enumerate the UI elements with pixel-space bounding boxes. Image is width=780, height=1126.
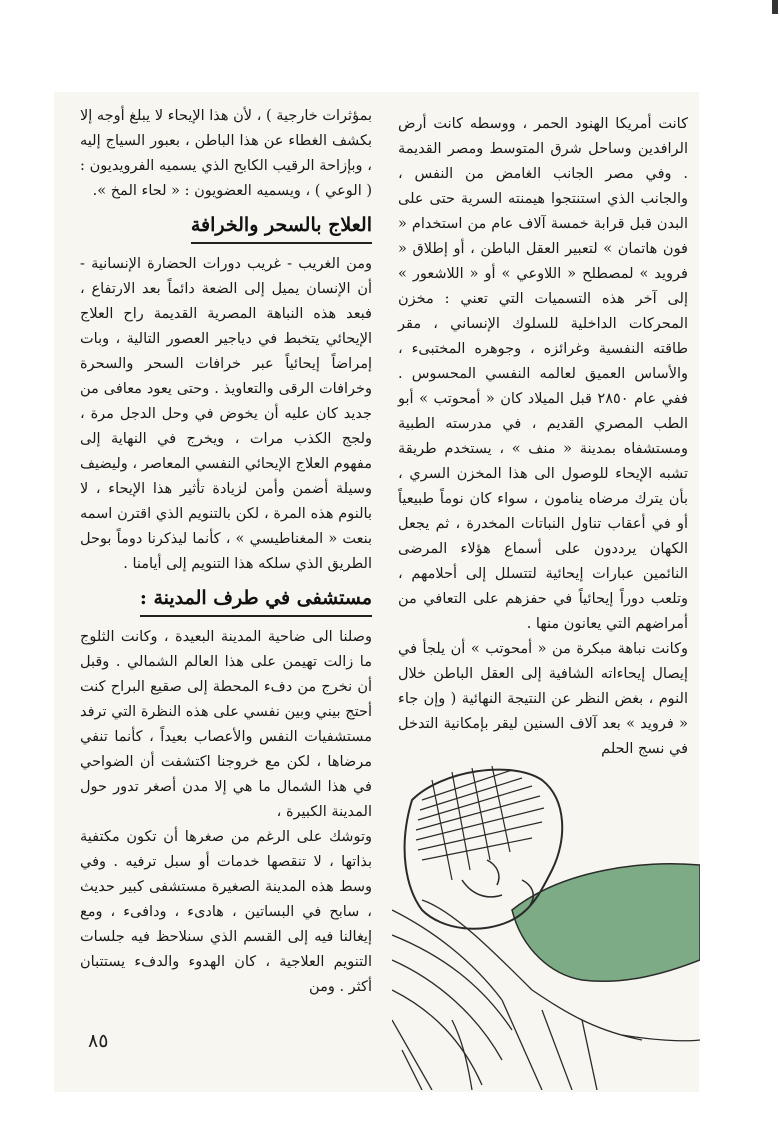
scan-edge-mark <box>772 0 778 14</box>
sleeping-patient-illustration <box>392 760 700 1090</box>
pillow-shape <box>512 864 700 981</box>
right-column <box>398 112 688 762</box>
left-column <box>80 104 372 1000</box>
face-lines <box>462 860 533 905</box>
intro-paragraph: بمؤثرات خارجية ) ، لأن هذا الإيحاء لا يبلغ أوجه إلا بكشف الغطاء عن هذا الباطن ، بعبور السياج إليه ، وبإزاحة الرقيب الكابح الذي يسميه الفرويديون : ( الوعي ) ، ويسميه العضويون : « لحاء المخ ». <box>80 108 372 199</box>
paragraph-hospital-description: وتوشك على الرغم من صغرها أن تكون مكتفية بذاتها ، لا تنقصها خدمات أو سبل ترفيه . وفي وسط هذه المدينة الصغيرة مستشفى كبير حديث ، سابح في البساتين ، هادىء ، ودافىء ، ومع إيغالنا فيه إلى القسم الذي سنلاحظ فيه جلسات التنويم العلاجية ، كان الهدوء والدفء يستتبان أكثر . ومن <box>80 829 372 995</box>
page-number: ٨٥ <box>88 1030 109 1052</box>
paragraph-magic-superstition: ومن الغريب - غريب دورات الحضارة الإنسانية - أن الإنسان يميل إلى الضعة دائماً بعد الارتفاع ، فبعد هذه النباهة المصرية القديمة راح العلاج الإيحائي يتخبط في دياجير العصور التالية ، وبات إمراضاً إيحائياً عبر خرافات السحر والسحرة وخرافات الرقى والتعاويذ . وحتى يعود معافى من جديد كان عليه أن يخوض في وحل الدجل مرة ، ولجج الكذب مرات ، ويخرج في النهاية إلى مفهوم العلاج الإيحائي النفسي المعاصر ، وليضيف وسيلة أضمن وأمن لزيادة تأثير هذا الإيحاء ، لا بالنوم هذه المرة ، لكن بالتنويم الذي اقترن اسمه بنعت « المغناطيسي » ، كأنما ليذكرنا دوماً بوحل الطريق الذي سلكه هذا التنويم إلى أيامنا . <box>80 256 372 572</box>
paragraph-imhotep: كانت أمريكا الهنود الحمر ، ووسطه كانت أرض الرافدين وساحل شرق المتوسط ومصر القديمة . وفي مصر الجانب الغامض من النفس ، والجانب الذي استنتجوا هيمنته السرية حتى على البدن قبل قرابة خمسة آلاف عام من استخدام « فون هاتمان » لتعبير العقل الباطن ، أو إطلاق « فرويد » لمصطلح « اللاوعي » أو « اللاشعور » إلى آخر هذه التسميات التي تعني : مخزن المحركات الداخلية للسلوك الإنساني ، مقر طاقته النفسية وغرائزه ، وجوهره المختبىء ، والأساس العميق لعالمه النفسي المحسوس . ففي عام ٢٨٥٠ قبل الميلاد كان « أمحوتب » أبو الطب المصري القديم ، في مدرسته الطبية ومستشفاه بمدينة « منف » ، يستخدم طريقة تشبه الإيحاء للوصول الى هذا المخزن السري ، بأن يترك مرضاه ينامون ، سواء كان نوماً طبيعياً أو في أعقاب تناول النباتات المخدرة ، ثم يجعل الكهان يرددون على أسماع هؤلاء المرضى النائمين عبارات إيحائية لتتسلل إلى أحلامهم ، وتلعب دوراً إيحائياً في حفزهم على التعافي من أمراضهم التي يعانون منها . <box>398 116 688 632</box>
section-heading-magic-superstition: العلاج بالسحر والخرافة <box>191 210 372 244</box>
paragraph-imhotep-insight: وكانت نباهة مبكرة من « أمحوتب » أن يلجأ في إيصال إيحاءاته الشافية إلى العقل الباطن خلال النوم ، بغض النظر عن النتيجة النهائية ( وإن جاء « فرويد » بعد آلاف السنين ليقر بإمكانية التدخل في نسج الحلم <box>398 641 688 757</box>
paragraph-hospital-suburb: وصلنا الى ضاحية المدينة البعيدة ، وكانت الثلوج ما زالت تهيمن على هذا العالم الشمالي . وقبل أن نخرج من دفء المحطة إلى صقيع البراح كنت أحتج بيني وبين نفسي على هذه النظرة التي ترفد مستشفيات النفس والأعصاب بعيداً ، كأنما تنفي مرضاها ، لكن مع خروجنا اكتشفت أن الضواحي في هذا الشمال ما هي إلا مدن أصغر تدور حول المدينة الكبيرة ، <box>80 629 372 820</box>
section-heading-hospital: مستشفى في طرف المدينة : <box>140 583 372 617</box>
